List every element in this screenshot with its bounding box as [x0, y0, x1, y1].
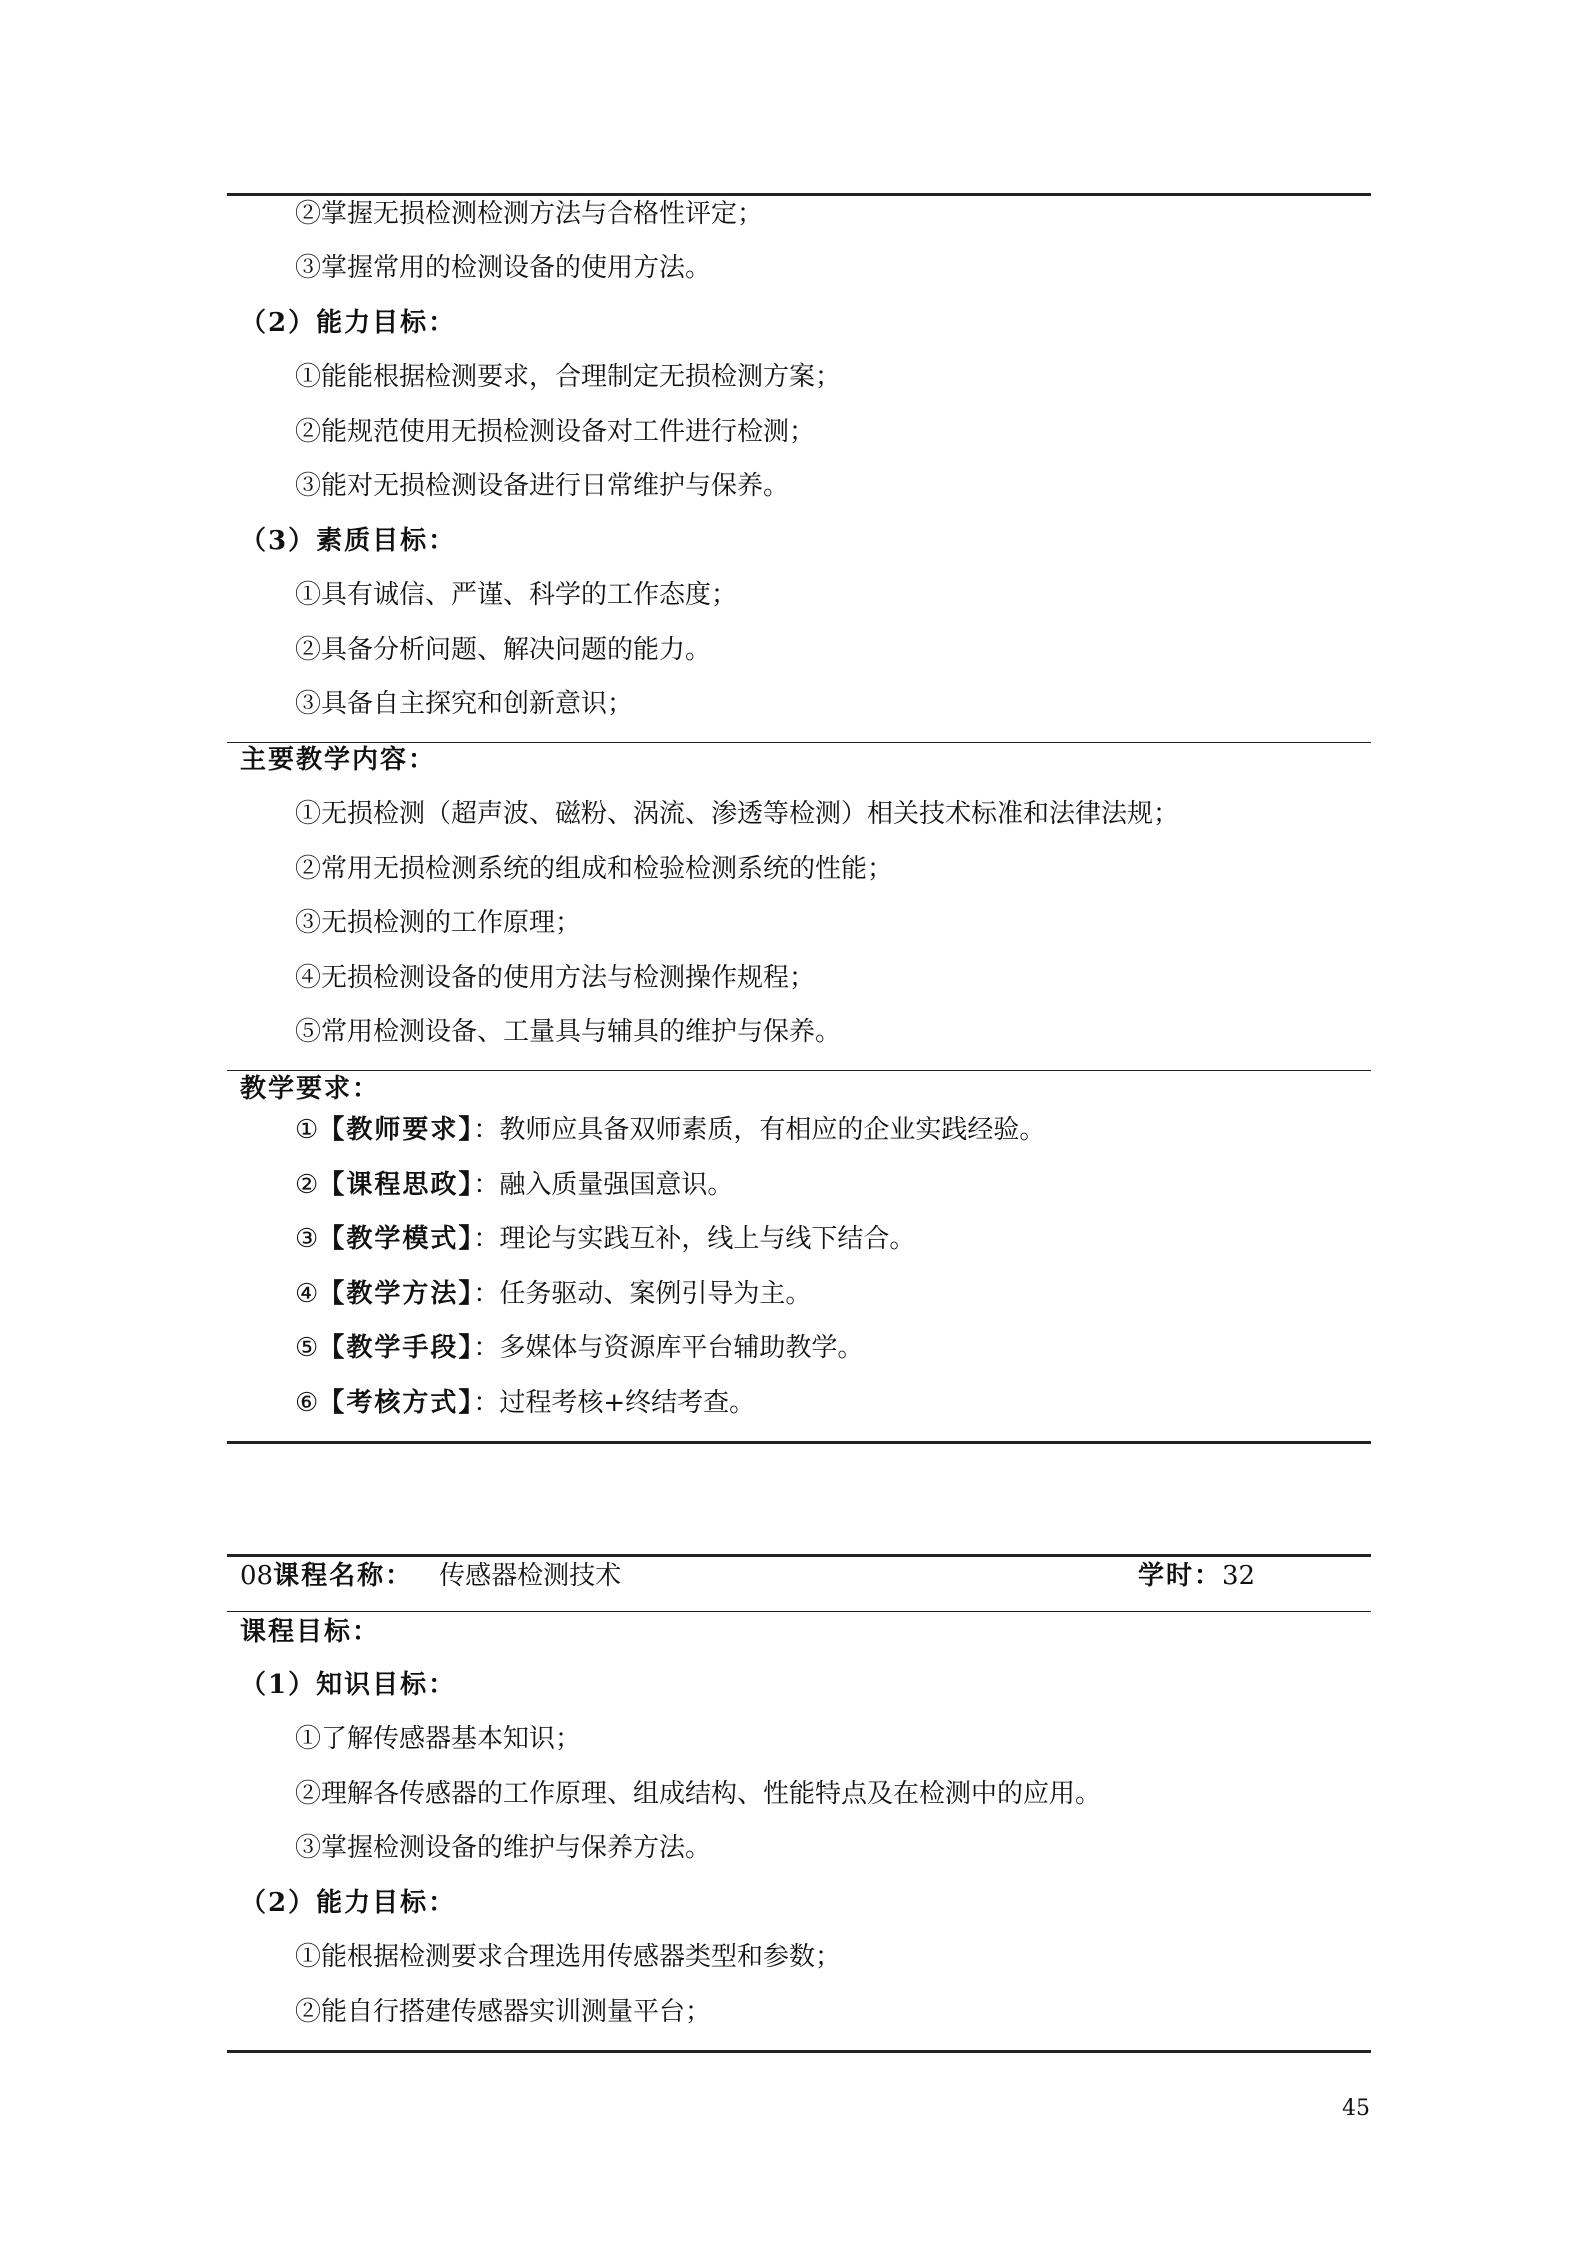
course-name: 传感器检测技术	[439, 1561, 622, 1591]
requirement-text: ：多媒体与资源库平台辅助教学。	[473, 1333, 864, 1363]
quality-item: ③具备自主探究和创新意识；	[295, 689, 634, 719]
hours-value: 32	[1222, 1561, 1256, 1591]
content-item: ②常用无损检测系统的组成和检验检测系统的性能；	[295, 854, 894, 884]
quality-item: ②具备分析问题、解决问题的能力。	[295, 635, 712, 665]
requirement-label: 【课程思政】	[318, 1170, 474, 1200]
knowledge-item: ③掌握检测设备的维护与保养方法。	[295, 1833, 712, 1863]
requirement-num: ②	[295, 1170, 319, 1200]
requirement-text: ：教师应具备双师素质，有相应的企业实践经验。	[473, 1115, 1046, 1145]
hours-label: 学时：	[1138, 1561, 1223, 1591]
requirement-text: ：理论与实践互补，线上与线下结合。	[473, 1224, 916, 1254]
requirement-item	[295, 1221, 915, 1257]
requirements-heading: 教学要求：	[240, 1074, 381, 1104]
ability-item: ①能能根据检测要求，合理制定无损检测方案；	[295, 362, 842, 392]
course-number: 08	[240, 1561, 274, 1591]
requirement-num: ④	[295, 1279, 319, 1309]
requirement-item	[295, 1330, 863, 1366]
requirement-label: 【教师要求】	[318, 1115, 474, 1145]
requirement-label: 【教学方法】	[318, 1279, 474, 1309]
requirement-text: ：任务驱动、案例引导为主。	[473, 1279, 812, 1309]
knowledge-item: ③掌握常用的检测设备的使用方法。	[295, 253, 712, 283]
content-item: ③无损检测的工作原理；	[295, 908, 582, 938]
requirement-item	[295, 1167, 733, 1203]
page-number: 45	[1342, 2096, 1370, 2121]
requirement-item	[295, 1276, 811, 1312]
knowledge-item: ②掌握无损检测检测方法与合格性评定；	[295, 199, 764, 229]
knowledge-item: ①了解传感器基本知识；	[295, 1724, 582, 1754]
section-divider	[227, 1070, 1371, 1071]
requirement-text: ：融入质量强国意识。	[473, 1170, 734, 1200]
requirement-num: ①	[295, 1115, 319, 1145]
requirement-num: ⑥	[295, 1388, 319, 1418]
content-heading: 主要教学内容：	[240, 745, 437, 775]
quality-heading: （3）素质目标：	[240, 526, 457, 556]
table-top-rule	[227, 1554, 1371, 1557]
ability-item: ③能对无损检测设备进行日常维护与保养。	[295, 471, 790, 501]
table-bottom-rule	[227, 1441, 1371, 1444]
requirement-label: 【考核方式】	[318, 1388, 474, 1418]
requirement-text: ：过程考核+终结考查。	[473, 1388, 756, 1418]
course-hours	[1138, 1558, 1255, 1594]
ability-item: ②能自行搭建传感器实训测量平台；	[295, 1997, 712, 2027]
requirement-label: 【教学手段】	[318, 1333, 474, 1363]
course-name-label: 课程名称：	[273, 1561, 414, 1591]
knowledge-heading: （1）知识目标：	[240, 1670, 457, 1700]
ability-item: ②能规范使用无损检测设备对工件进行检测；	[295, 417, 816, 447]
content-item: ④无损检测设备的使用方法与检测操作规程；	[295, 963, 816, 993]
objectives-heading: 课程目标：	[240, 1617, 381, 1647]
requirement-label: 【教学模式】	[318, 1224, 474, 1254]
knowledge-item: ②理解各传感器的工作原理、组成结构、性能特点及在检测中的应用。	[295, 1779, 1102, 1809]
section-divider	[227, 1611, 1371, 1612]
requirement-item	[295, 1385, 755, 1421]
ability-item: ①能根据检测要求合理选用传感器类型和参数；	[295, 1942, 842, 1972]
requirement-num: ③	[295, 1224, 319, 1254]
requirement-item	[295, 1112, 1045, 1148]
content-item: ⑤常用检测设备、工量具与辅具的维护与保养。	[295, 1017, 842, 1047]
requirement-num: ⑤	[295, 1333, 319, 1363]
content-item: ①无损检测（超声波、磁粉、涡流、渗透等检测）相关技术标准和法律法规；	[295, 799, 1180, 829]
quality-item: ①具有诚信、严谨、科学的工作态度；	[295, 580, 738, 610]
course-title-row	[240, 1558, 621, 1594]
ability-heading: （2）能力目标：	[240, 308, 457, 338]
ability-heading: （2）能力目标：	[240, 1888, 457, 1918]
table-bottom-rule	[227, 2050, 1371, 2053]
